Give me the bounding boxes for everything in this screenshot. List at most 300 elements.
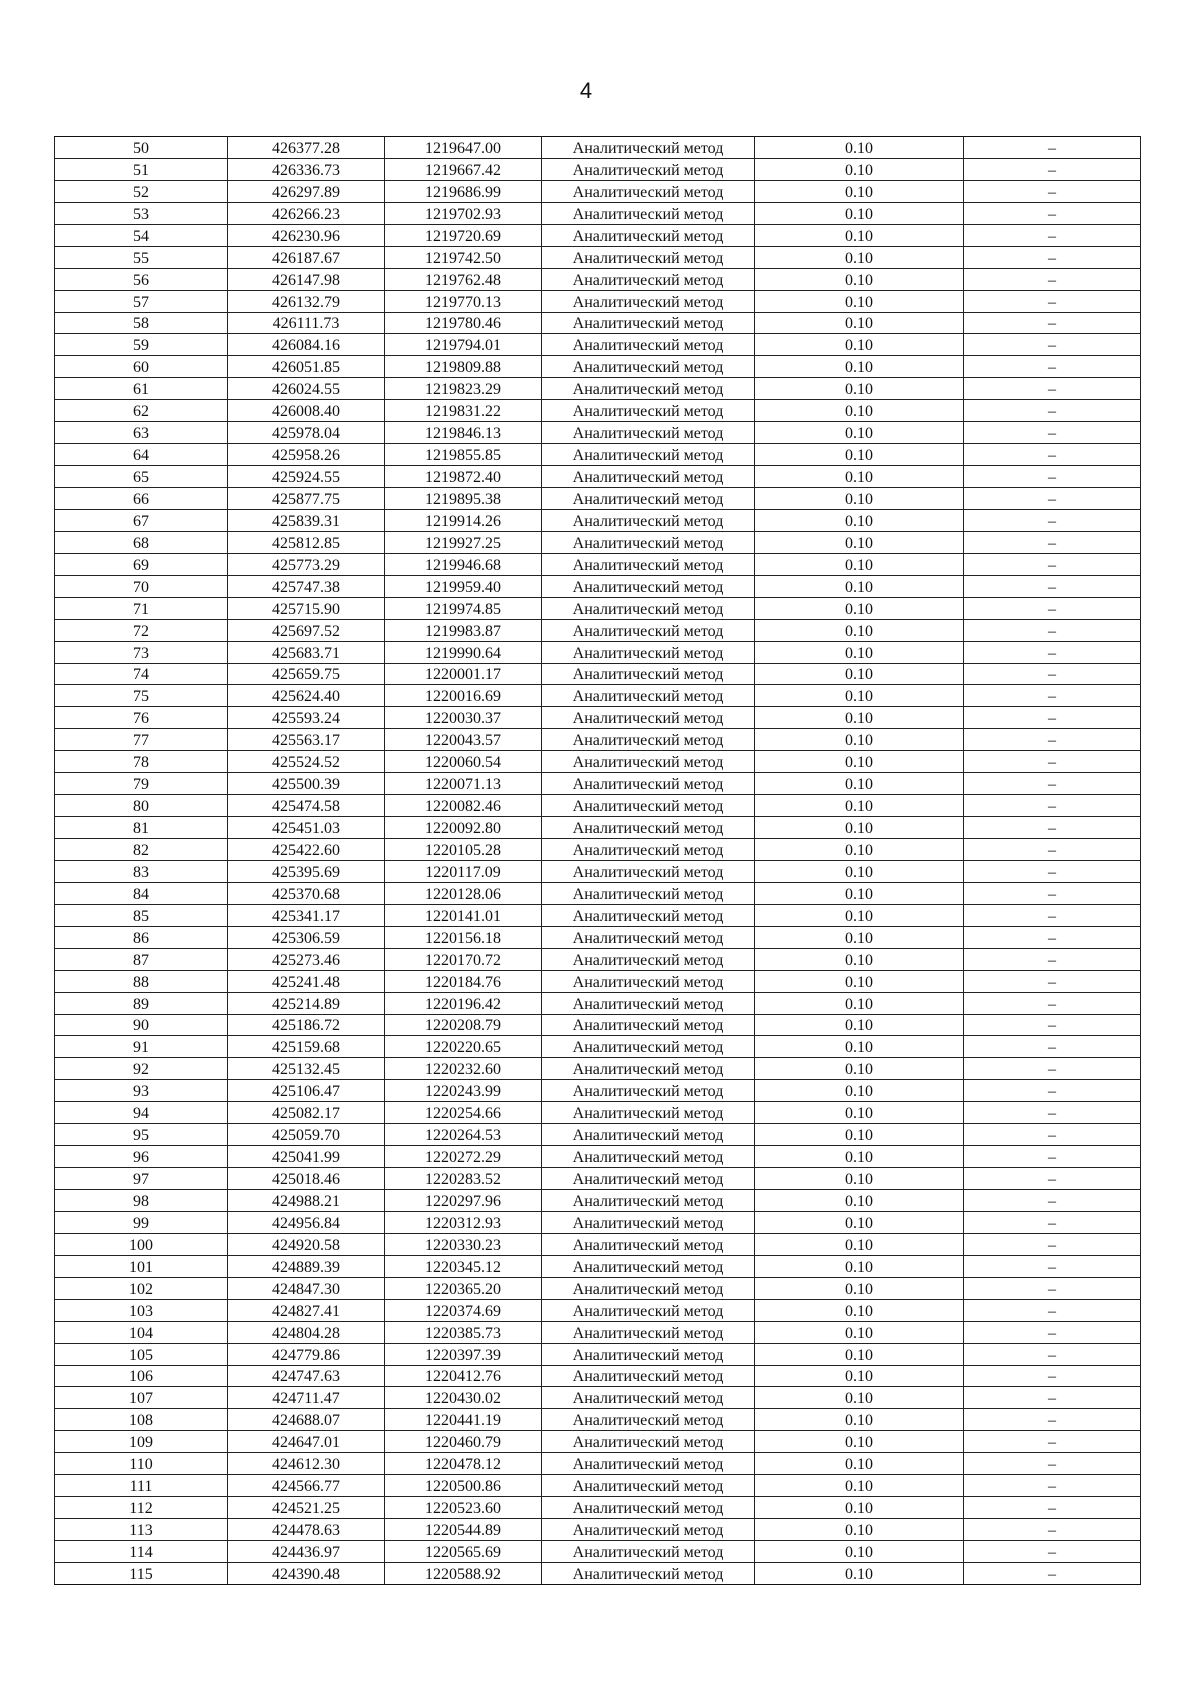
- x-coordinate-cell: 425500.39: [228, 773, 385, 795]
- y-coordinate-cell: 1219959.40: [385, 575, 542, 597]
- point-number-cell: 52: [55, 180, 228, 202]
- note-cell: –: [964, 334, 1141, 356]
- point-number-cell: 79: [55, 773, 228, 795]
- note-cell: –: [964, 817, 1141, 839]
- table-row: [55, 904, 1141, 926]
- note-cell: –: [964, 1299, 1141, 1321]
- note-cell: –: [964, 663, 1141, 685]
- accuracy-cell: 0.10: [755, 1168, 964, 1190]
- note-cell: –: [964, 1233, 1141, 1255]
- point-number-cell: 51: [55, 158, 228, 180]
- point-number-cell: 72: [55, 619, 228, 641]
- accuracy-cell: 0.10: [755, 488, 964, 510]
- point-number-cell: 111: [55, 1475, 228, 1497]
- note-cell: –: [964, 488, 1141, 510]
- point-number-cell: 53: [55, 202, 228, 224]
- method-cell: Аналитический метод: [542, 1124, 755, 1146]
- table-row: [55, 290, 1141, 312]
- note-cell: –: [964, 751, 1141, 773]
- table-row: [55, 202, 1141, 224]
- y-coordinate-cell: 1219974.85: [385, 597, 542, 619]
- method-cell: Аналитический метод: [542, 1233, 755, 1255]
- note-cell: –: [964, 1190, 1141, 1212]
- point-number-cell: 110: [55, 1453, 228, 1475]
- method-cell: Аналитический метод: [542, 839, 755, 861]
- method-cell: Аналитический метод: [542, 970, 755, 992]
- note-cell: –: [964, 1475, 1141, 1497]
- x-coordinate-cell: 426377.28: [228, 137, 385, 159]
- note-cell: –: [964, 1146, 1141, 1168]
- y-coordinate-cell: 1219702.93: [385, 202, 542, 224]
- table-row: [55, 1168, 1141, 1190]
- accuracy-cell: 0.10: [755, 268, 964, 290]
- x-coordinate-cell: 426147.98: [228, 268, 385, 290]
- point-number-cell: 73: [55, 641, 228, 663]
- accuracy-cell: 0.10: [755, 663, 964, 685]
- method-cell: Аналитический метод: [542, 1211, 755, 1233]
- y-coordinate-cell: 1220374.69: [385, 1299, 542, 1321]
- point-number-cell: 65: [55, 466, 228, 488]
- y-coordinate-cell: 1219983.87: [385, 619, 542, 641]
- note-cell: –: [964, 1562, 1141, 1584]
- point-number-cell: 108: [55, 1409, 228, 1431]
- method-cell: Аналитический метод: [542, 1365, 755, 1387]
- y-coordinate-cell: 1220060.54: [385, 751, 542, 773]
- table-row: [55, 180, 1141, 202]
- accuracy-cell: 0.10: [755, 1299, 964, 1321]
- x-coordinate-cell: 425659.75: [228, 663, 385, 685]
- y-coordinate-cell: 1219647.00: [385, 137, 542, 159]
- method-cell: Аналитический метод: [542, 1321, 755, 1343]
- y-coordinate-cell: 1220170.72: [385, 948, 542, 970]
- x-coordinate-cell: 426084.16: [228, 334, 385, 356]
- x-coordinate-cell: 425106.47: [228, 1080, 385, 1102]
- note-cell: –: [964, 707, 1141, 729]
- point-number-cell: 60: [55, 356, 228, 378]
- method-cell: Аналитический метод: [542, 1168, 755, 1190]
- table-row: [55, 1190, 1141, 1212]
- point-number-cell: 90: [55, 1014, 228, 1036]
- accuracy-cell: 0.10: [755, 1124, 964, 1146]
- note-cell: –: [964, 1255, 1141, 1277]
- table-row: [55, 1519, 1141, 1541]
- y-coordinate-cell: 1219794.01: [385, 334, 542, 356]
- point-number-cell: 87: [55, 948, 228, 970]
- note-cell: –: [964, 926, 1141, 948]
- table-row: [55, 729, 1141, 751]
- method-cell: Аналитический метод: [542, 1475, 755, 1497]
- x-coordinate-cell: 425186.72: [228, 1014, 385, 1036]
- method-cell: Аналитический метод: [542, 641, 755, 663]
- x-coordinate-cell: 425697.52: [228, 619, 385, 641]
- y-coordinate-cell: 1220220.65: [385, 1036, 542, 1058]
- note-cell: –: [964, 575, 1141, 597]
- method-cell: Аналитический метод: [542, 290, 755, 312]
- table-row: [55, 1146, 1141, 1168]
- y-coordinate-cell: 1220092.80: [385, 817, 542, 839]
- table-row: [55, 466, 1141, 488]
- method-cell: Аналитический метод: [542, 597, 755, 619]
- x-coordinate-cell: 424436.97: [228, 1541, 385, 1563]
- note-cell: –: [964, 1168, 1141, 1190]
- y-coordinate-cell: 1220105.28: [385, 839, 542, 861]
- x-coordinate-cell: 425273.46: [228, 948, 385, 970]
- point-number-cell: 93: [55, 1080, 228, 1102]
- table-row: [55, 1541, 1141, 1563]
- y-coordinate-cell: 1220232.60: [385, 1058, 542, 1080]
- y-coordinate-cell: 1220385.73: [385, 1321, 542, 1343]
- table-row: [55, 970, 1141, 992]
- method-cell: Аналитический метод: [542, 575, 755, 597]
- accuracy-cell: 0.10: [755, 1233, 964, 1255]
- method-cell: Аналитический метод: [542, 773, 755, 795]
- accuracy-cell: 0.10: [755, 575, 964, 597]
- note-cell: –: [964, 422, 1141, 444]
- x-coordinate-cell: 424988.21: [228, 1190, 385, 1212]
- method-cell: Аналитический метод: [542, 378, 755, 400]
- table-row: [55, 1058, 1141, 1080]
- table-row: [55, 334, 1141, 356]
- table-row: [55, 1299, 1141, 1321]
- point-number-cell: 77: [55, 729, 228, 751]
- method-cell: Аналитический метод: [542, 1058, 755, 1080]
- point-number-cell: 97: [55, 1168, 228, 1190]
- method-cell: Аналитический метод: [542, 707, 755, 729]
- table-row: [55, 1453, 1141, 1475]
- accuracy-cell: 0.10: [755, 685, 964, 707]
- x-coordinate-cell: 425159.68: [228, 1036, 385, 1058]
- accuracy-cell: 0.10: [755, 1102, 964, 1124]
- method-cell: Аналитический метод: [542, 1409, 755, 1431]
- accuracy-cell: 0.10: [755, 1562, 964, 1584]
- x-coordinate-cell: 425624.40: [228, 685, 385, 707]
- y-coordinate-cell: 1220478.12: [385, 1453, 542, 1475]
- x-coordinate-cell: 424827.41: [228, 1299, 385, 1321]
- method-cell: Аналитический метод: [542, 312, 755, 334]
- accuracy-cell: 0.10: [755, 531, 964, 553]
- point-number-cell: 62: [55, 400, 228, 422]
- x-coordinate-cell: 425041.99: [228, 1146, 385, 1168]
- point-number-cell: 95: [55, 1124, 228, 1146]
- table-row: [55, 378, 1141, 400]
- point-number-cell: 57: [55, 290, 228, 312]
- note-cell: –: [964, 597, 1141, 619]
- table-row: [55, 1036, 1141, 1058]
- x-coordinate-cell: 425524.52: [228, 751, 385, 773]
- point-number-cell: 63: [55, 422, 228, 444]
- method-cell: Аналитический метод: [542, 1387, 755, 1409]
- y-coordinate-cell: 1220500.86: [385, 1475, 542, 1497]
- method-cell: Аналитический метод: [542, 400, 755, 422]
- accuracy-cell: 0.10: [755, 882, 964, 904]
- accuracy-cell: 0.10: [755, 992, 964, 1014]
- x-coordinate-cell: 424920.58: [228, 1233, 385, 1255]
- point-number-cell: 68: [55, 531, 228, 553]
- y-coordinate-cell: 1219990.64: [385, 641, 542, 663]
- point-number-cell: 61: [55, 378, 228, 400]
- x-coordinate-cell: 425214.89: [228, 992, 385, 1014]
- note-cell: –: [964, 1365, 1141, 1387]
- accuracy-cell: 0.10: [755, 334, 964, 356]
- y-coordinate-cell: 1220523.60: [385, 1497, 542, 1519]
- table-row: [55, 488, 1141, 510]
- table-row: [55, 575, 1141, 597]
- point-number-cell: 88: [55, 970, 228, 992]
- table-row: [55, 1409, 1141, 1431]
- accuracy-cell: 0.10: [755, 1146, 964, 1168]
- accuracy-cell: 0.10: [755, 202, 964, 224]
- accuracy-cell: 0.10: [755, 1519, 964, 1541]
- method-cell: Аналитический метод: [542, 158, 755, 180]
- y-coordinate-cell: 1220330.23: [385, 1233, 542, 1255]
- coordinates-table: [54, 136, 1141, 1585]
- note-cell: –: [964, 1080, 1141, 1102]
- note-cell: –: [964, 1541, 1141, 1563]
- y-coordinate-cell: 1220016.69: [385, 685, 542, 707]
- method-cell: Аналитический метод: [542, 619, 755, 641]
- y-coordinate-cell: 1219855.85: [385, 444, 542, 466]
- accuracy-cell: 0.10: [755, 1365, 964, 1387]
- point-number-cell: 102: [55, 1277, 228, 1299]
- note-cell: –: [964, 795, 1141, 817]
- table-row: [55, 1321, 1141, 1343]
- x-coordinate-cell: 426230.96: [228, 224, 385, 246]
- accuracy-cell: 0.10: [755, 180, 964, 202]
- table-row: [55, 663, 1141, 685]
- note-cell: –: [964, 1453, 1141, 1475]
- y-coordinate-cell: 1219914.26: [385, 509, 542, 531]
- accuracy-cell: 0.10: [755, 751, 964, 773]
- x-coordinate-cell: 425082.17: [228, 1102, 385, 1124]
- table-row: [55, 1233, 1141, 1255]
- table-row: [55, 948, 1141, 970]
- point-number-cell: 104: [55, 1321, 228, 1343]
- method-cell: Аналитический метод: [542, 202, 755, 224]
- note-cell: –: [964, 290, 1141, 312]
- table-row: [55, 158, 1141, 180]
- method-cell: Аналитический метод: [542, 729, 755, 751]
- x-coordinate-cell: 424478.63: [228, 1519, 385, 1541]
- note-cell: –: [964, 992, 1141, 1014]
- point-number-cell: 75: [55, 685, 228, 707]
- accuracy-cell: 0.10: [755, 1277, 964, 1299]
- x-coordinate-cell: 425059.70: [228, 1124, 385, 1146]
- y-coordinate-cell: 1220365.20: [385, 1277, 542, 1299]
- x-coordinate-cell: 425422.60: [228, 839, 385, 861]
- y-coordinate-cell: 1219846.13: [385, 422, 542, 444]
- table-row: [55, 926, 1141, 948]
- accuracy-cell: 0.10: [755, 773, 964, 795]
- table-row: [55, 312, 1141, 334]
- method-cell: Аналитический метод: [542, 685, 755, 707]
- y-coordinate-cell: 1219927.25: [385, 531, 542, 553]
- x-coordinate-cell: 425715.90: [228, 597, 385, 619]
- accuracy-cell: 0.10: [755, 1080, 964, 1102]
- table-row: [55, 1080, 1141, 1102]
- y-coordinate-cell: 1220071.13: [385, 773, 542, 795]
- point-number-cell: 103: [55, 1299, 228, 1321]
- table-row: [55, 795, 1141, 817]
- y-coordinate-cell: 1220565.69: [385, 1541, 542, 1563]
- y-coordinate-cell: 1219895.38: [385, 488, 542, 510]
- accuracy-cell: 0.10: [755, 290, 964, 312]
- point-number-cell: 112: [55, 1497, 228, 1519]
- table-row: [55, 839, 1141, 861]
- accuracy-cell: 0.10: [755, 1541, 964, 1563]
- table-row: [55, 1124, 1141, 1146]
- y-coordinate-cell: 1220184.76: [385, 970, 542, 992]
- point-number-cell: 71: [55, 597, 228, 619]
- y-coordinate-cell: 1220001.17: [385, 663, 542, 685]
- note-cell: –: [964, 1058, 1141, 1080]
- point-number-cell: 69: [55, 553, 228, 575]
- table-row: [55, 619, 1141, 641]
- note-cell: –: [964, 312, 1141, 334]
- x-coordinate-cell: 425747.38: [228, 575, 385, 597]
- accuracy-cell: 0.10: [755, 158, 964, 180]
- point-number-cell: 83: [55, 860, 228, 882]
- x-coordinate-cell: 424847.30: [228, 1277, 385, 1299]
- point-number-cell: 101: [55, 1255, 228, 1277]
- method-cell: Аналитический метод: [542, 356, 755, 378]
- accuracy-cell: 0.10: [755, 729, 964, 751]
- x-coordinate-cell: 425018.46: [228, 1168, 385, 1190]
- point-number-cell: 76: [55, 707, 228, 729]
- accuracy-cell: 0.10: [755, 860, 964, 882]
- y-coordinate-cell: 1219823.29: [385, 378, 542, 400]
- x-coordinate-cell: 425877.75: [228, 488, 385, 510]
- method-cell: Аналитический метод: [542, 1036, 755, 1058]
- y-coordinate-cell: 1220264.53: [385, 1124, 542, 1146]
- point-number-cell: 50: [55, 137, 228, 159]
- method-cell: Аналитический метод: [542, 904, 755, 926]
- accuracy-cell: 0.10: [755, 597, 964, 619]
- accuracy-cell: 0.10: [755, 1321, 964, 1343]
- point-number-cell: 98: [55, 1190, 228, 1212]
- method-cell: Аналитический метод: [542, 531, 755, 553]
- method-cell: Аналитический метод: [542, 1541, 755, 1563]
- table-row: [55, 773, 1141, 795]
- method-cell: Аналитический метод: [542, 1519, 755, 1541]
- accuracy-cell: 0.10: [755, 553, 964, 575]
- method-cell: Аналитический метод: [542, 860, 755, 882]
- accuracy-cell: 0.10: [755, 137, 964, 159]
- accuracy-cell: 0.10: [755, 1431, 964, 1453]
- y-coordinate-cell: 1220030.37: [385, 707, 542, 729]
- method-cell: Аналитический метод: [542, 137, 755, 159]
- accuracy-cell: 0.10: [755, 926, 964, 948]
- table-row: [55, 1497, 1141, 1519]
- x-coordinate-cell: 425924.55: [228, 466, 385, 488]
- point-number-cell: 109: [55, 1431, 228, 1453]
- method-cell: Аналитический метод: [542, 1102, 755, 1124]
- point-number-cell: 58: [55, 312, 228, 334]
- accuracy-cell: 0.10: [755, 619, 964, 641]
- note-cell: –: [964, 202, 1141, 224]
- y-coordinate-cell: 1220156.18: [385, 926, 542, 948]
- note-cell: –: [964, 509, 1141, 531]
- table-row: [55, 224, 1141, 246]
- y-coordinate-cell: 1220460.79: [385, 1431, 542, 1453]
- note-cell: –: [964, 685, 1141, 707]
- point-number-cell: 82: [55, 839, 228, 861]
- y-coordinate-cell: 1220117.09: [385, 860, 542, 882]
- table-row: [55, 1277, 1141, 1299]
- note-cell: –: [964, 839, 1141, 861]
- x-coordinate-cell: 426336.73: [228, 158, 385, 180]
- method-cell: Аналитический метод: [542, 268, 755, 290]
- point-number-cell: 106: [55, 1365, 228, 1387]
- table-row: [55, 1014, 1141, 1036]
- method-cell: Аналитический метод: [542, 1562, 755, 1584]
- y-coordinate-cell: 1220272.29: [385, 1146, 542, 1168]
- method-cell: Аналитический метод: [542, 1080, 755, 1102]
- method-cell: Аналитический метод: [542, 948, 755, 970]
- x-coordinate-cell: 425241.48: [228, 970, 385, 992]
- point-number-cell: 80: [55, 795, 228, 817]
- table-row: [55, 422, 1141, 444]
- accuracy-cell: 0.10: [755, 839, 964, 861]
- table-row: [55, 246, 1141, 268]
- method-cell: Аналитический метод: [542, 817, 755, 839]
- accuracy-cell: 0.10: [755, 1211, 964, 1233]
- table-row: [55, 992, 1141, 1014]
- point-number-cell: 81: [55, 817, 228, 839]
- note-cell: –: [964, 158, 1141, 180]
- method-cell: Аналитический метод: [542, 663, 755, 685]
- y-coordinate-cell: 1220430.02: [385, 1387, 542, 1409]
- accuracy-cell: 0.10: [755, 356, 964, 378]
- y-coordinate-cell: 1220283.52: [385, 1168, 542, 1190]
- coordinates-table-body: [55, 137, 1141, 1585]
- table-row: [55, 1255, 1141, 1277]
- method-cell: Аналитический метод: [542, 1014, 755, 1036]
- x-coordinate-cell: 426008.40: [228, 400, 385, 422]
- table-row: [55, 817, 1141, 839]
- accuracy-cell: 0.10: [755, 1387, 964, 1409]
- point-number-cell: 66: [55, 488, 228, 510]
- method-cell: Аналитический метод: [542, 882, 755, 904]
- note-cell: –: [964, 1124, 1141, 1146]
- table-row: [55, 1475, 1141, 1497]
- point-number-cell: 85: [55, 904, 228, 926]
- note-cell: –: [964, 904, 1141, 926]
- method-cell: Аналитический метод: [542, 180, 755, 202]
- y-coordinate-cell: 1220141.01: [385, 904, 542, 926]
- point-number-cell: 78: [55, 751, 228, 773]
- y-coordinate-cell: 1220208.79: [385, 1014, 542, 1036]
- point-number-cell: 89: [55, 992, 228, 1014]
- x-coordinate-cell: 425683.71: [228, 641, 385, 663]
- note-cell: –: [964, 1014, 1141, 1036]
- y-coordinate-cell: 1219770.13: [385, 290, 542, 312]
- x-coordinate-cell: 425370.68: [228, 882, 385, 904]
- y-coordinate-cell: 1220588.92: [385, 1562, 542, 1584]
- note-cell: –: [964, 773, 1141, 795]
- table-row: [55, 597, 1141, 619]
- point-number-cell: 86: [55, 926, 228, 948]
- table-row: [55, 1343, 1141, 1365]
- y-coordinate-cell: 1220397.39: [385, 1343, 542, 1365]
- note-cell: –: [964, 137, 1141, 159]
- method-cell: Аналитический метод: [542, 1277, 755, 1299]
- x-coordinate-cell: 424521.25: [228, 1497, 385, 1519]
- x-coordinate-cell: 426111.73: [228, 312, 385, 334]
- x-coordinate-cell: 426024.55: [228, 378, 385, 400]
- note-cell: –: [964, 1497, 1141, 1519]
- table-row: [55, 685, 1141, 707]
- x-coordinate-cell: 424747.63: [228, 1365, 385, 1387]
